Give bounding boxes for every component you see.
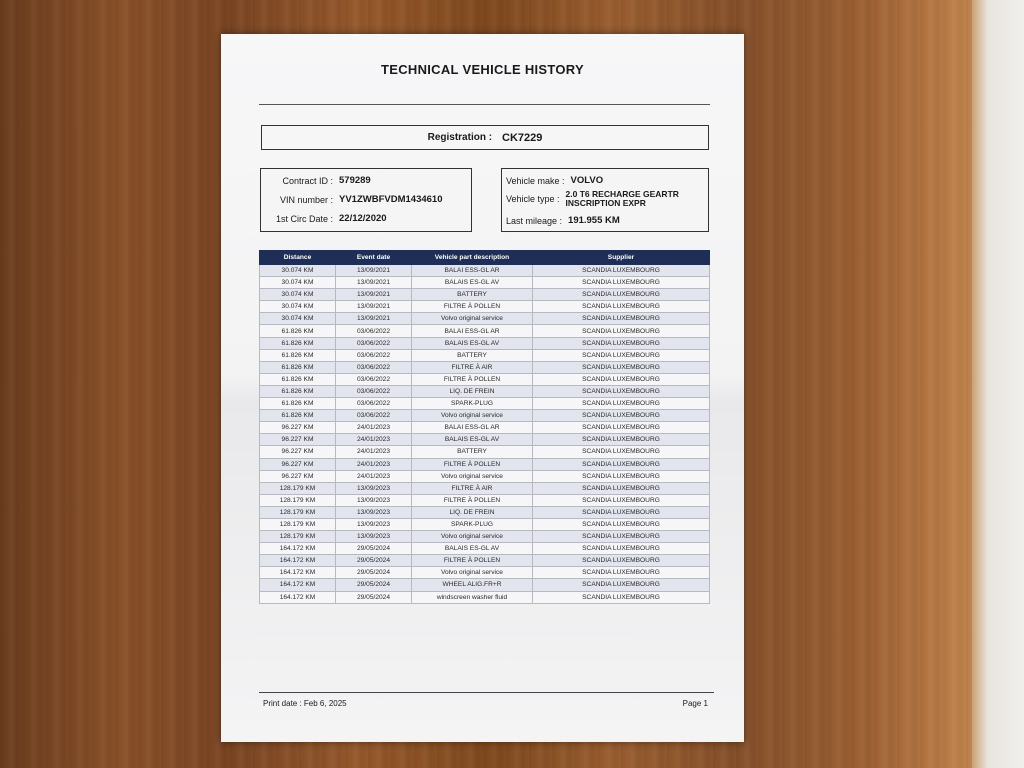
distance-cell: 30.074 KM — [260, 289, 336, 301]
distance-cell: 61.826 KM — [260, 325, 336, 337]
supplier-cell: SCANDIA LUXEMBOURG — [533, 470, 710, 482]
distance-cell: 61.826 KM — [260, 337, 336, 349]
distance-cell: 61.826 KM — [260, 410, 336, 422]
event-date-cell: 03/06/2022 — [336, 349, 412, 361]
registration-box — [261, 125, 709, 150]
supplier-cell: SCANDIA LUXEMBOURG — [533, 265, 710, 277]
distance-cell: 61.826 KM — [260, 373, 336, 385]
table-row — [260, 470, 710, 482]
table-header-row — [260, 251, 710, 265]
registration-value: CK7229 — [502, 131, 543, 144]
table-row — [260, 543, 710, 555]
part-description-cell: SPARK-PLUG — [412, 398, 533, 410]
vehicle-type-value — [566, 190, 679, 208]
distance-cell: 30.074 KM — [260, 277, 336, 289]
distance-cell: 128.179 KM — [260, 531, 336, 543]
distance-cell: 164.172 KM — [260, 567, 336, 579]
supplier-cell: SCANDIA LUXEMBOURG — [533, 555, 710, 567]
vehicle-type-line2: INSCRIPTION EXPR — [565, 198, 646, 208]
event-date-cell: 24/01/2023 — [336, 470, 412, 482]
supplier-cell: SCANDIA LUXEMBOURG — [533, 434, 710, 446]
registration-label: Registration : — [427, 132, 493, 143]
table-row — [260, 494, 710, 506]
table-row — [260, 482, 710, 494]
supplier-cell: SCANDIA LUXEMBOURG — [533, 277, 710, 289]
part-description-cell: FILTRE À POLLEN — [412, 301, 533, 313]
table-row — [260, 265, 710, 277]
distance-cell: 30.074 KM — [260, 301, 336, 313]
part-description-cell: BALAIS ES-GL AV — [412, 543, 533, 555]
table-row — [260, 518, 710, 530]
supplier-cell: SCANDIA LUXEMBOURG — [533, 567, 710, 579]
supplier-cell: SCANDIA LUXEMBOURG — [533, 446, 710, 458]
last-mileage-row — [506, 215, 620, 226]
table-row — [260, 313, 710, 325]
supplier-cell: SCANDIA LUXEMBOURG — [533, 410, 710, 422]
part-description-cell: LIQ. DE FREIN — [412, 385, 533, 397]
table-row — [260, 289, 710, 301]
distance-cell: 164.172 KM — [260, 543, 336, 555]
contract-id-label: Contract ID : — [282, 175, 333, 186]
table-row — [260, 531, 710, 543]
part-description-cell: BALAI ESS-GL AR — [412, 265, 533, 277]
event-date-cell: 24/01/2023 — [336, 422, 412, 434]
event-date-cell: 13/09/2021 — [336, 313, 412, 325]
supplier-cell: SCANDIA LUXEMBOURG — [533, 506, 710, 518]
event-date-cell: 29/05/2024 — [336, 543, 412, 555]
table-row — [260, 555, 710, 567]
event-date-cell: 03/06/2022 — [336, 398, 412, 410]
part-description-cell: WHEEL ALIG.FR+R — [412, 579, 533, 591]
table-row — [260, 373, 710, 385]
vehicle-make-label: Vehicle make : — [506, 175, 565, 186]
supplier-cell: SCANDIA LUXEMBOURG — [533, 361, 710, 373]
event-date-cell: 13/09/2021 — [336, 301, 412, 313]
part-description-cell: BATTERY — [412, 446, 533, 458]
distance-cell: 30.074 KM — [260, 313, 336, 325]
vehicle-type-row — [506, 190, 679, 208]
distance-cell: 30.074 KM — [260, 265, 336, 277]
vin-label: VIN number : — [279, 194, 333, 205]
supplier-cell: SCANDIA LUXEMBOURG — [533, 543, 710, 555]
distance-cell: 96.227 KM — [260, 470, 336, 482]
print-date: Print date : Feb 6, 2025 — [263, 699, 347, 708]
supplier-cell: SCANDIA LUXEMBOURG — [533, 591, 710, 603]
part-description-cell: Volvo original service — [412, 410, 533, 422]
part-description-cell: FILTRE À AIR — [412, 482, 533, 494]
event-date-cell: 13/09/2023 — [336, 531, 412, 543]
distance-cell: 61.826 KM — [260, 385, 336, 397]
supplier-cell: SCANDIA LUXEMBOURG — [533, 385, 710, 397]
supplier-cell: SCANDIA LUXEMBOURG — [533, 458, 710, 470]
table-row — [260, 337, 710, 349]
supplier-cell: SCANDIA LUXEMBOURG — [533, 531, 710, 543]
part-description-cell: Volvo original service — [412, 470, 533, 482]
table-row — [260, 325, 710, 337]
table-row — [260, 446, 710, 458]
supplier-cell: SCANDIA LUXEMBOURG — [533, 494, 710, 506]
distance-cell: 61.826 KM — [260, 361, 336, 373]
header-distance: Distance — [260, 251, 336, 265]
supplier-cell: SCANDIA LUXEMBOURG — [533, 422, 710, 434]
event-date-cell: 13/09/2021 — [336, 289, 412, 301]
table-row — [260, 591, 710, 603]
vin-value: YV1ZWBFVDM1434610 — [339, 194, 443, 205]
supplier-cell: SCANDIA LUXEMBOURG — [533, 313, 710, 325]
table-row — [260, 385, 710, 397]
part-description-cell: Volvo original service — [412, 567, 533, 579]
table-row — [260, 434, 710, 446]
supplier-cell: SCANDIA LUXEMBOURG — [533, 518, 710, 530]
part-description-cell: BATTERY — [412, 289, 533, 301]
first-circ-row — [261, 213, 387, 224]
document-title: TECHNICAL VEHICLE HISTORY — [380, 62, 584, 77]
header-part-description: Vehicle part description — [412, 251, 533, 265]
part-description-cell: BALAIS ES-GL AV — [412, 337, 533, 349]
supplier-cell: SCANDIA LUXEMBOURG — [533, 349, 710, 361]
contract-info-box — [260, 168, 472, 232]
supplier-cell: SCANDIA LUXEMBOURG — [533, 482, 710, 494]
supplier-cell: SCANDIA LUXEMBOURG — [533, 289, 710, 301]
table-row — [260, 398, 710, 410]
first-circ-label: 1st Circ Date : — [275, 213, 333, 224]
event-date-cell: 24/01/2023 — [336, 458, 412, 470]
title-divider — [259, 104, 710, 105]
distance-cell: 96.227 KM — [260, 446, 336, 458]
distance-cell: 96.227 KM — [260, 434, 336, 446]
part-description-cell: windscreen washer fluid — [412, 591, 533, 603]
footer-divider — [259, 692, 714, 693]
event-date-cell: 13/09/2023 — [336, 494, 412, 506]
part-description-cell: Volvo original service — [412, 531, 533, 543]
event-date-cell: 29/05/2024 — [336, 567, 412, 579]
table-body — [260, 265, 710, 604]
supplier-cell: SCANDIA LUXEMBOURG — [533, 373, 710, 385]
distance-cell: 164.172 KM — [260, 555, 336, 567]
vehicle-history-table — [259, 250, 710, 604]
vin-row — [261, 194, 442, 205]
event-date-cell: 03/06/2022 — [336, 410, 412, 422]
part-description-cell: FILTRE À POLLEN — [412, 373, 533, 385]
supplier-cell: SCANDIA LUXEMBOURG — [533, 398, 710, 410]
distance-cell: 128.179 KM — [260, 506, 336, 518]
event-date-cell: 29/05/2024 — [336, 579, 412, 591]
part-description-cell: LIQ. DE FREIN — [412, 506, 533, 518]
part-description-cell: BALAIS ES-GL AV — [412, 277, 533, 289]
last-mileage-label: Last mileage : — [506, 215, 563, 226]
event-date-cell: 13/09/2021 — [336, 265, 412, 277]
printed-document — [221, 34, 744, 742]
table-row — [260, 301, 710, 313]
table-row — [260, 277, 710, 289]
event-date-cell: 03/06/2022 — [336, 361, 412, 373]
supplier-cell: SCANDIA LUXEMBOURG — [533, 325, 710, 337]
page-number: Page 1 — [682, 699, 708, 708]
event-date-cell: 13/09/2023 — [336, 482, 412, 494]
event-date-cell: 13/09/2021 — [336, 277, 412, 289]
distance-cell: 96.227 KM — [260, 422, 336, 434]
contract-id-row — [261, 175, 371, 186]
distance-cell: 128.179 KM — [260, 518, 336, 530]
event-date-cell: 03/06/2022 — [336, 325, 412, 337]
table-row — [260, 349, 710, 361]
vehicle-make-row — [506, 175, 603, 186]
event-date-cell: 24/01/2023 — [336, 434, 412, 446]
background-wall — [972, 0, 1024, 768]
last-mileage-value: 191.955 KM — [568, 215, 620, 226]
part-description-cell: FILTRE À AIR — [412, 361, 533, 373]
event-date-cell: 29/05/2024 — [336, 591, 412, 603]
event-date-cell: 24/01/2023 — [336, 446, 412, 458]
vehicle-type-label: Vehicle type : — [506, 194, 560, 204]
distance-cell: 96.227 KM — [260, 458, 336, 470]
distance-cell: 128.179 KM — [260, 482, 336, 494]
supplier-cell: SCANDIA LUXEMBOURG — [533, 301, 710, 313]
part-description-cell: FILTRE À POLLEN — [412, 555, 533, 567]
distance-cell: 128.179 KM — [260, 494, 336, 506]
part-description-cell: FILTRE À POLLEN — [412, 458, 533, 470]
table-row — [260, 506, 710, 518]
part-description-cell: BALAIS ES-GL AV — [412, 434, 533, 446]
part-description-cell: BALAI ESS-GL AR — [412, 422, 533, 434]
vehicle-type-line1: 2.0 T6 RECHARGE GEARTR — [565, 189, 679, 199]
table-row — [260, 579, 710, 591]
contract-id-value: 579289 — [339, 175, 371, 186]
supplier-cell: SCANDIA LUXEMBOURG — [533, 337, 710, 349]
table-row — [260, 410, 710, 422]
supplier-cell: SCANDIA LUXEMBOURG — [533, 579, 710, 591]
part-description-cell: FILTRE À POLLEN — [412, 494, 533, 506]
table-row — [260, 458, 710, 470]
first-circ-value: 22/12/2020 — [339, 213, 387, 224]
part-description-cell: BALAI ESS-GL AR — [412, 325, 533, 337]
part-description-cell: Volvo original service — [412, 313, 533, 325]
event-date-cell: 13/09/2023 — [336, 506, 412, 518]
event-date-cell: 03/06/2022 — [336, 337, 412, 349]
table-row — [260, 567, 710, 579]
event-date-cell: 29/05/2024 — [336, 555, 412, 567]
vehicle-make-value: VOLVO — [570, 175, 604, 186]
header-supplier: Supplier — [533, 251, 710, 265]
distance-cell: 61.826 KM — [260, 398, 336, 410]
event-date-cell: 03/06/2022 — [336, 385, 412, 397]
distance-cell: 164.172 KM — [260, 591, 336, 603]
event-date-cell: 03/06/2022 — [336, 373, 412, 385]
distance-cell: 164.172 KM — [260, 579, 336, 591]
table-row — [260, 422, 710, 434]
distance-cell: 61.826 KM — [260, 349, 336, 361]
event-date-cell: 13/09/2023 — [336, 518, 412, 530]
table-row — [260, 361, 710, 373]
header-event-date: Event date — [336, 251, 412, 265]
part-description-cell: BATTERY — [412, 349, 533, 361]
vehicle-info-box — [501, 168, 709, 232]
part-description-cell: SPARK-PLUG — [412, 518, 533, 530]
